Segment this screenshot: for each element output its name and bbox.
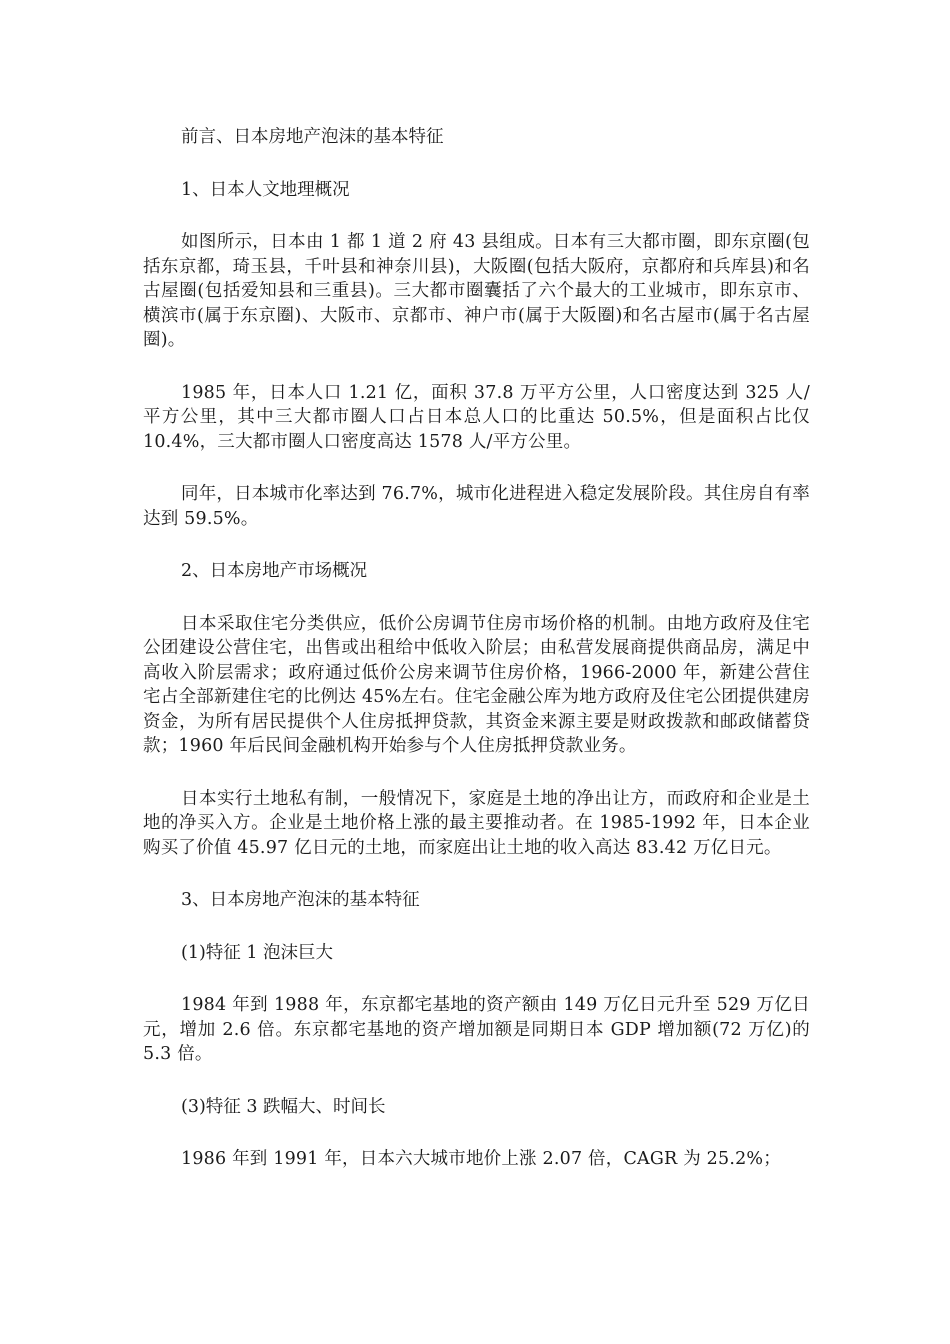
paragraph-housing-supply: 日本采取住宅分类供应，低价公房调节住房市场价格的机制。由地方政府及住宅公团建设公营住宅，出售或出租给中低收入阶层；由私营发展商提供商品房，满足中高收入阶层需求；政府通过低价公房来调节住房价格，1966-2000 年，新建公营住宅占全部新建住宅的比例达 45%左右。住宅金融公库为地方政府及住宅公团提供建房资金，为所有居民提供个人住房抵押贷款，其资金来源主要是财政拨款和邮政储蓄贷款；1960 年后民间金融机构开始参与个人住房抵押贷款业务。 — [143, 613, 810, 756]
paragraph-tokyo-land-assets: 1984 年到 1988 年，东京都宅基地的资产额由 149 万亿日元升至 529 万亿日元，增加 2.6 倍。东京都宅基地的资产增加额是同期日本 GDP 增加额(72 万亿)的 5.3 倍。 — [143, 995, 810, 1064]
paragraph-urbanization: 同年，日本城市化率达到 76.7%，城市化进程进入稳定发展阶段。其住房自有率达到 59.5%。 — [143, 484, 810, 529]
paragraph-land-price-rise: 1986 年到 1991 年，日本六大城市地价上涨 2.07 倍，CAGR 为 25.2%； — [181, 1149, 781, 1169]
section-3-heading: 3、日本房地产泡沫的基本特征 — [181, 890, 420, 910]
preface-heading: 前言、日本房地产泡沫的基本特征 — [181, 127, 444, 147]
feature-1-heading: (1)特征 1 泡沫巨大 — [181, 942, 334, 963]
paragraph-land-ownership: 日本实行土地私有制，一般情况下，家庭是土地的净出让方，而政府和企业是土地的净买入方。企业是土地价格上涨的最主要推动者。在 1985-1992 年，日本企业购买了价值 45.97 亿日元的土地，而家庭出让土地的收入高达 83.42 万亿日元。 — [143, 788, 810, 858]
section-1-heading: 1、日本人文地理概况 — [181, 179, 350, 200]
paragraph-geography: 如图所示，日本由 1 都 1 道 2 府 43 县组成。日本有三大都市圈，即东京圈(包括东京都，琦玉县，千叶县和神奈川县)，大阪圈(包括大阪府，京都府和兵库县)和名古屋圈(包括爱知县和三重县)。三大都市圈囊括了六个最大的工业城市，即东京市、横滨市(属于东京圈)、大阪市、京都市、神户市(属于大阪圈)和名古屋市(属于名古屋圈)。 — [143, 232, 810, 350]
document-body — [143, 125, 810, 1200]
feature-3-heading: (3)特征 3 跌幅大、时间长 — [181, 1096, 386, 1117]
section-2-heading: 2、日本房地产市场概况 — [181, 561, 368, 581]
paragraph-population: 1985 年，日本人口 1.21 亿，面积 37.8 万平方公里，人口密度达到 325 人/平方公里，其中三大都市圈人口占日本总人口的比重达 50.5%，但是面积占比仅 10.4%，三大都市圈人口密度高达 1578 人/平方公里。 — [143, 382, 810, 452]
